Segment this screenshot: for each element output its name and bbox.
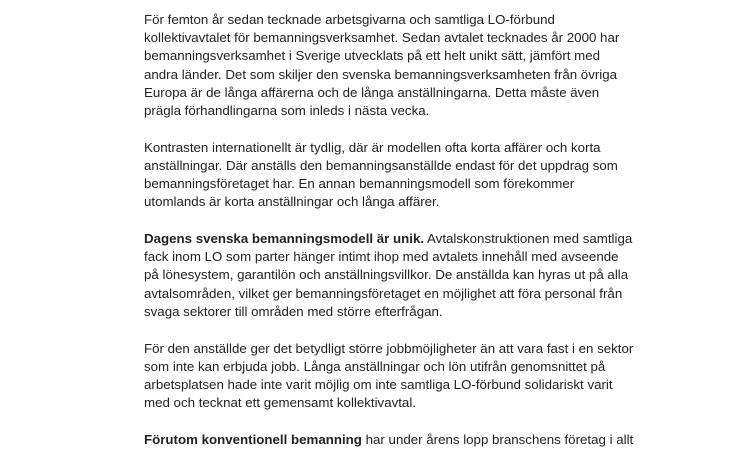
bold-lead-text: Förutom konventionell bemanning (144, 431, 362, 447)
text-line: kollektivavtalet för bemanningsverksamhet. Sedan avtalet tecknades år 2000 har (144, 30, 620, 46)
text-line: som inte kan erbjuda jobb. Långa anställningar och lön utifrån genomsnittet på (144, 358, 606, 374)
bold-lead-text: Dagens svenska bemanningsmodell är unik. (144, 231, 425, 247)
paragraph-1 (144, 11, 624, 120)
paragraph-2 (144, 139, 624, 212)
text-line: på lönesystem, garantilön och anställningsvillkor. De anställda kan hyras ut på alla (144, 267, 629, 283)
paragraph-3 (144, 230, 633, 321)
text-line: anställningar. Där anställs den bemanningsanställde endast för det uppdrag som (144, 157, 618, 173)
paragraph-5 (144, 431, 634, 449)
text-line: andra länder. Det som skiljer den svenska bemanningsverksamheten från övriga (144, 66, 618, 82)
text-line: utomlands är korta anställningar och långa affärer. (144, 194, 440, 210)
text-line: fack inom LO som parter hänger intimt ihop med avtalets innehåll med avseende (144, 249, 619, 265)
lead-continuation: har under årens lopp branschens företag i allt (361, 431, 634, 447)
text-line: arbetsplatsen hade inte varit möjlig om inte samtliga LO-förbund solidariskt varit (144, 376, 613, 392)
lead-continuation: Avtalskonstruktionen med samtliga (424, 231, 633, 247)
text-line: bemanningsverksamhet i Sverige utvecklats på ett helt unikt sätt, jämfört med (144, 48, 601, 64)
text-line: svaga sektorer till områden med större efterfrågan. (144, 303, 443, 319)
article-body (144, 11, 634, 468)
text-line: Europa är de långa affärerna och de långa anställningarna. Detta måste även (144, 84, 600, 100)
text-line: avtalsområden, vilket ger bemanningsföretaget en möjlighet att föra personal från (144, 285, 623, 301)
text-line: För femton år sedan tecknade arbetsgivarna och samtliga LO-förbund (144, 12, 555, 27)
text-line: Kontrasten internationellt är tydlig, där är modellen ofta korta affärer och korta (144, 139, 601, 155)
text-line-with-lead (144, 431, 634, 449)
text-line-with-lead (144, 230, 633, 248)
text-line: bemanningsföretaget har. En annan bemanningsmodell som förekommer (144, 176, 575, 192)
text-line: prägla förhandlingarna som inleds i nästa vecka. (144, 103, 430, 119)
text-line: För den anställde ger det betydligt större jobbmöjligheter än att vara fast i en sektor (144, 340, 634, 356)
paragraph-4 (144, 340, 634, 413)
text-line: med och tecknat ett gemensamt kollektivavtal. (144, 395, 416, 411)
